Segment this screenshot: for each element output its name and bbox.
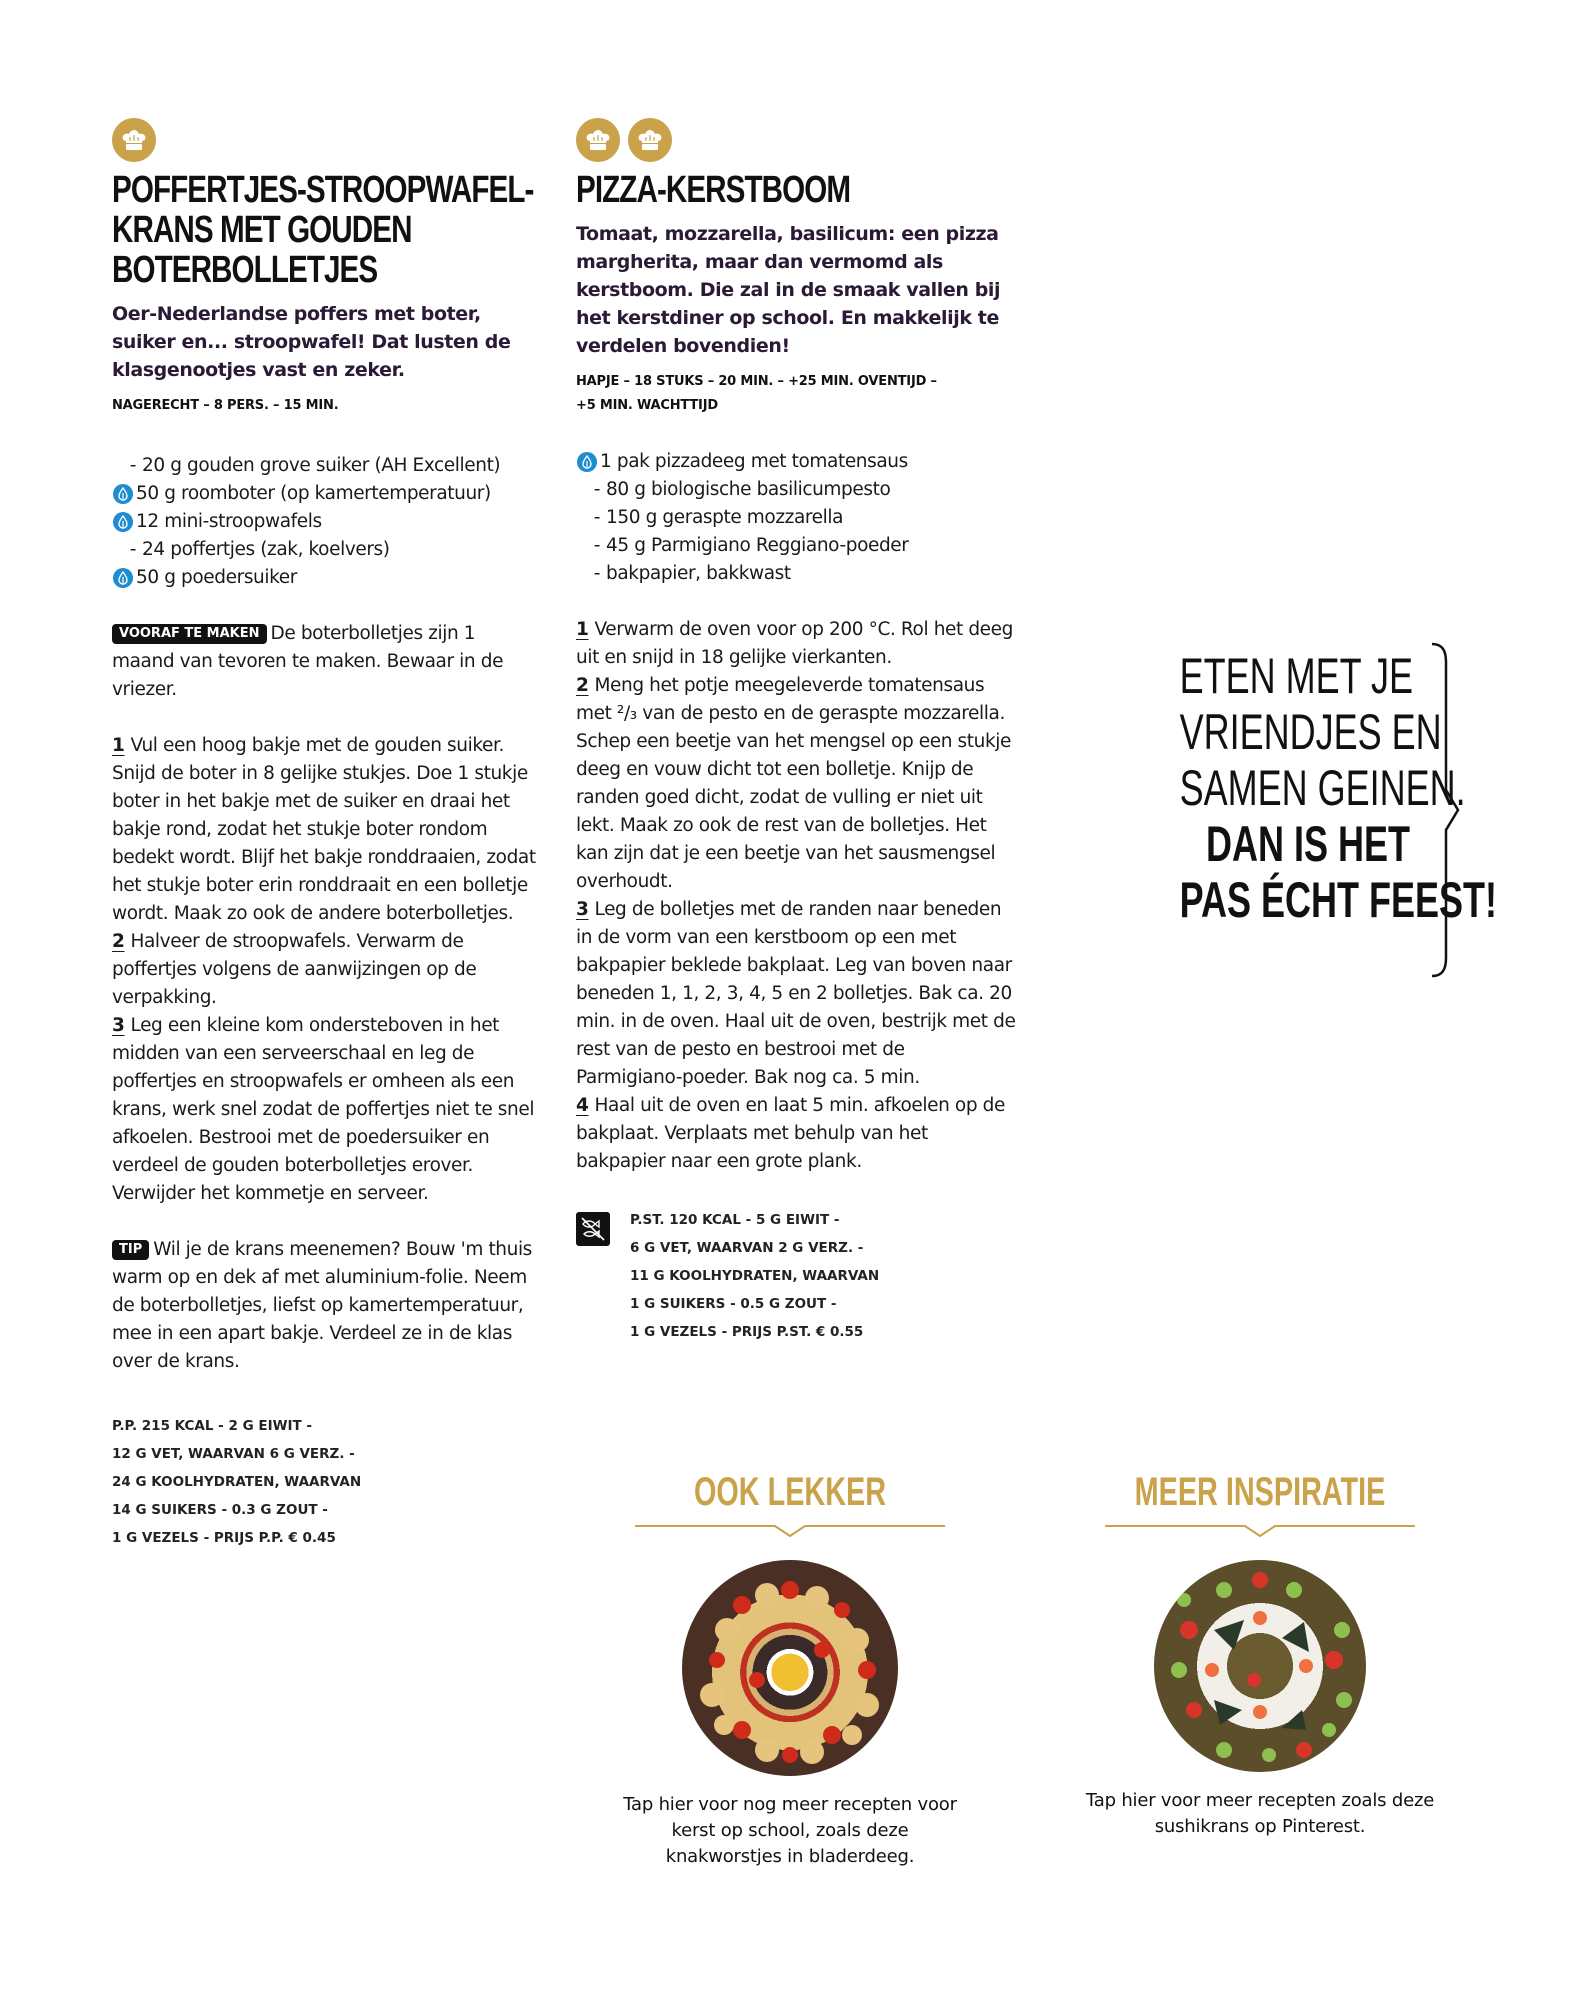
bonus-icon xyxy=(113,484,133,504)
ingredient-text: 50 g poedersuiker xyxy=(136,567,297,588)
nutrition-line: 1 G VEZELS - PRIJS P.P. € 0.45 xyxy=(112,1530,336,1546)
nutrition-info xyxy=(112,1412,542,1552)
knakworstjes-krans-photo[interactable] xyxy=(682,1560,898,1776)
nutrition-line: 12 G VET, WAARVAN 6 G VERZ. - xyxy=(112,1446,355,1462)
bonus-icon xyxy=(113,512,133,532)
recipe-intro: Oer-Nederlandse poffers met boter, suiker en... stroopwafel! Dat lusten de klasgenootjes vast en zeker. xyxy=(112,303,511,381)
tip-note xyxy=(112,1236,542,1376)
method-steps xyxy=(576,616,1016,1176)
title-line: BOTERBOLLETJES xyxy=(112,249,378,291)
ingredient-text: bakpapier, bakkwast xyxy=(606,563,791,584)
chef-hat-icon xyxy=(576,118,620,162)
difficulty-rating xyxy=(112,118,542,162)
dash-marker: - xyxy=(593,563,600,584)
meta-line: +5 MIN. WACHTTIJD xyxy=(576,398,718,413)
ingredient-item xyxy=(112,452,542,480)
nutrition-line: 1 G SUIKERS - 0.5 G ZOUT - xyxy=(630,1296,837,1312)
step-number: 1 xyxy=(112,735,125,756)
ingredient-item xyxy=(112,536,542,564)
ingredient-item xyxy=(576,504,1016,532)
tip-badge: TIP xyxy=(112,1240,149,1260)
promo-title: MEER INSPIRATIE xyxy=(1134,1470,1386,1514)
promo-link[interactable]: Tap hier voor nog meer recepten voor kerst op school, zoals deze knakworstjes in bladerdeeg. xyxy=(623,1794,957,1867)
ingredient-text: 12 mini-stroopwafels xyxy=(136,511,322,532)
prep-ahead-note xyxy=(112,620,542,704)
nutrition-block xyxy=(576,1206,1016,1346)
nutrition-line: 14 G SUIKERS - 0.3 G ZOUT - xyxy=(112,1502,328,1518)
pull-quote xyxy=(1090,648,1497,928)
quote-line: ETEN MET JE xyxy=(1179,648,1413,704)
step-number: 1 xyxy=(576,619,589,640)
title-line: POFFERTJES-STROOPWAFEL- xyxy=(112,169,534,211)
dash-marker: - xyxy=(593,507,600,528)
quote-line: SAMEN GEINEN. xyxy=(1179,760,1466,816)
ingredient-item xyxy=(112,564,542,592)
bonus-icon xyxy=(577,452,597,472)
step xyxy=(576,616,1016,672)
step xyxy=(112,1012,542,1208)
method-steps xyxy=(112,732,542,1208)
step-text: Leg een kleine kom ondersteboven in het midden van een serveerschaal en leg de poffertjes en stroopwafels er omheen als een krans, werk snel zodat de poffertjes niet te snel afkoelen. Bestrooi met de poedersuiker en verdeel de gouden boterbolletjes erover. Verwijder het kommetje en serveer. xyxy=(112,1015,535,1204)
promo-link[interactable]: Tap hier voor meer recepten zoals deze sushikrans op Pinterest. xyxy=(1085,1790,1435,1837)
dash-marker: - xyxy=(593,535,600,556)
step-text: Vul een hoog bakje met de gouden suiker. Snijd de boter in 8 gelijke stukjes. Doe 1 stukje boter in het bakje met de suiker en draai het bakje rond, zodat het stukje boter rondom bedekt wordt. Blijf het bakje ronddraaien, zodat het stukje boter erin ronddraait en een bolletje wordt. Maak zo ook de andere boterbolletjes. xyxy=(112,735,536,924)
ingredient-item xyxy=(576,532,1016,560)
ingredient-item xyxy=(576,560,1016,588)
ingredient-item xyxy=(576,448,1016,476)
difficulty-rating xyxy=(576,118,1016,162)
step-text: Leg de bolletjes met de randen naar beneden in de vorm van een kerstboom op een met bakpapier beklede bakplaat. Leg van boven naar beneden 1, 1, 2, 3, 4, 5 en 2 bolletjes. Bak ca. 20 min. in de oven. Haal uit de oven, bestrijk met de rest van de pesto en bestrooi met de Parmigiano-poeder. Bak nog ca. 5 min. xyxy=(576,899,1016,1088)
quote-line: DAN IS HET xyxy=(1205,816,1410,872)
curly-brace-icon xyxy=(1428,640,1468,980)
recipe-title xyxy=(576,170,1015,210)
step xyxy=(576,896,1016,1092)
ingredient-text: 150 g geraspte mozzarella xyxy=(606,507,844,528)
step-number: 4 xyxy=(576,1095,589,1116)
ingredient-item xyxy=(112,480,542,508)
recipe-pizza-kerstboom xyxy=(576,118,1016,1346)
bonus-icon xyxy=(113,568,133,588)
recipe-poffertjes xyxy=(112,118,542,1552)
ingredient-item xyxy=(576,476,1016,504)
step-number: 2 xyxy=(112,931,125,952)
chef-hat-icon xyxy=(628,118,672,162)
nutrition-line: P.P. 215 KCAL - 2 G EIWIT - xyxy=(112,1418,313,1434)
divider-chevron xyxy=(1105,1522,1415,1540)
ingredient-text: 24 poffertjes (zak, koelvers) xyxy=(142,539,390,560)
step-number: 2 xyxy=(576,675,589,696)
dash-marker: - xyxy=(129,455,136,476)
step-text: Halveer de stroopwafels. Verwarm de poffertjes volgens de aanwijzingen op de verpakking. xyxy=(112,931,477,1008)
step-number: 3 xyxy=(112,1015,125,1036)
prep-ahead-badge: VOORAF TE MAKEN xyxy=(112,624,267,644)
divider-chevron xyxy=(635,1522,945,1540)
step-text: Haal uit de oven en laat 5 min. afkoelen op de bakplaat. Verplaats met behulp van het bakpapier naar een grote plank. xyxy=(576,1095,1005,1172)
nutrition-line: 6 G VET, WAARVAN 2 G VERZ. - xyxy=(630,1240,864,1256)
step-number: 3 xyxy=(576,899,589,920)
tip-text: Wil je de krans meenemen? Bouw 'm thuis warm op en dek af met aluminium-folie. Neem de boterbolletjes, liefst op kamertemperatuur, mee in een apart bakje. Verdeel ze in de klas over de krans. xyxy=(112,1239,532,1372)
ingredient-text: 50 g roomboter (op kamertemperatuur) xyxy=(136,483,491,504)
recipe-title xyxy=(112,170,541,290)
nutrition-line: 1 G VEZELS - PRIJS P.ST. € 0.55 xyxy=(630,1324,864,1340)
nutrition-info xyxy=(630,1206,879,1346)
nutrition-line: 11 G KOOLHYDRATEN, WAARVAN xyxy=(630,1268,880,1284)
title-line: PIZZA-KERSTBOOM xyxy=(576,169,851,211)
ingredient-text: 1 pak pizzadeeg met tomatensaus xyxy=(600,451,908,472)
sushikrans-photo[interactable] xyxy=(1154,1560,1366,1772)
ingredient-text: 20 g gouden grove suiker (AH Excellent) xyxy=(142,455,501,476)
step xyxy=(112,732,542,928)
quote-line: VRIENDJES EN xyxy=(1179,704,1442,760)
promo-title: OOK LEKKER xyxy=(693,1470,887,1514)
promo-ook-lekker[interactable] xyxy=(620,1470,960,1870)
ingredient-text: 45 g Parmigiano Reggiano-poeder xyxy=(606,535,909,556)
step xyxy=(576,672,1016,896)
promo-meer-inspiratie[interactable] xyxy=(1080,1470,1440,1840)
nutrition-line: 24 G KOOLHYDRATEN, WAARVAN xyxy=(112,1474,362,1490)
ingredient-list xyxy=(576,448,1016,588)
recipe-intro: Tomaat, mozzarella, basilicum: een pizza margherita, maar dan vermomd als kerstboom. Die zal in de smaak vallen bij het kerstdiner op school. En makkelijk te verdelen bovendien! xyxy=(576,223,1001,357)
step-text: Meng het potje meegeleverde tomatensaus met ²/₃ van de pesto en de geraspte mozzarella. Schep een beetje van het mengsel op een stukje deeg en vouw dicht tot een bolletje. Knijp de randen goed dicht, zodat de vulling er niet uit lekt. Maak zo ook de rest van de bolletjes. Het kan zijn dat je een beetje van het sausmengsel overhoudt. xyxy=(576,675,1011,892)
ingredient-list xyxy=(112,452,542,592)
step xyxy=(112,928,542,1012)
no-fish-no-meat-icon xyxy=(576,1212,610,1246)
chef-hat-icon xyxy=(112,118,156,162)
recipe-meta xyxy=(576,370,1016,418)
ingredient-item xyxy=(112,508,542,536)
title-line: KRANS MET GOUDEN xyxy=(112,209,412,251)
step xyxy=(576,1092,1016,1176)
quote-line: PAS ÉCHT FEEST! xyxy=(1179,872,1497,928)
prep-ahead-text: De boterbolletjes zijn 1 maand van tevoren te maken. Bewaar in de vriezer. xyxy=(112,623,504,700)
ingredient-text: 80 g biologische basilicumpesto xyxy=(606,479,891,500)
meta-line: HAPJE – 18 STUKS – 20 MIN. – +25 MIN. OVENTIJD – xyxy=(576,374,937,389)
nutrition-line: P.ST. 120 KCAL - 5 G EIWIT - xyxy=(630,1212,840,1228)
step-text: Verwarm de oven voor op 200 °C. Rol het deeg uit en snijd in 18 gelijke vierkanten. xyxy=(576,619,1013,668)
recipe-meta: NAGERECHT – 8 PERS. – 15 MIN. xyxy=(112,398,339,413)
dash-marker: - xyxy=(129,539,136,560)
dash-marker: - xyxy=(593,479,600,500)
